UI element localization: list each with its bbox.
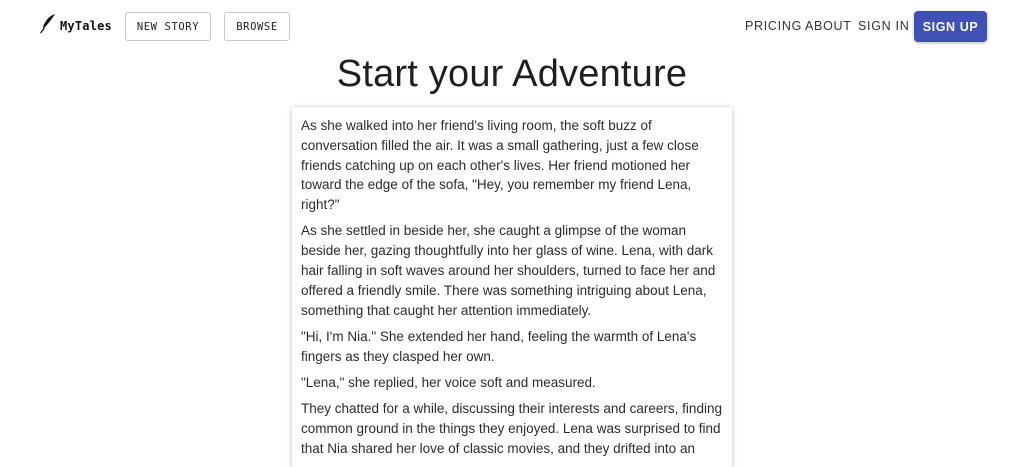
story-paragraph: "Hi, I'm Nia." She extended her hand, feeling the warmth of Lena's fingers as they clasped her own.	[301, 328, 697, 364]
story-paragraph: As she settled in beside her, she caught a glimpse of the woman beside her, gazing thoughtfully into her glass of wine. Lena, with dark hair falling in soft waves around her shoulders, turned to face her and offered a friendly smile. There was something intriguing about Lena, something that caught her attention immediately.	[301, 223, 716, 318]
story-paragraph: "Lena," she replied, her voice soft and measured.	[301, 375, 596, 391]
story-paragraph: As she walked into her friend's living room, the soft buzz of conversation filled the air. It was a small gathering, just a few close friends catching up on each other's lives. Her friend motioned her toward the edge of the sofa, "Hey, you remember my friend Lena, right?"	[301, 118, 699, 213]
brand-logo-link[interactable]	[38, 13, 112, 35]
story-card[interactable]	[292, 107, 732, 467]
page-title: Start your Adventure	[336, 53, 688, 95]
nav-link-sign-in[interactable]: SIGN IN	[858, 19, 910, 33]
sign-up-button[interactable]: SIGN UP	[914, 11, 987, 42]
nav-link-about[interactable]: ABOUT	[805, 19, 852, 33]
browse-button[interactable]: BROWSE	[224, 12, 290, 41]
new-story-button[interactable]: NEW STORY	[125, 12, 211, 41]
top-navbar	[0, 0, 1024, 52]
quill-icon	[38, 13, 56, 35]
nav-link-pricing[interactable]: PRICING	[745, 19, 802, 33]
brand-name: MyTales	[60, 19, 112, 33]
story-paragraph: They chatted for a while, discussing their interests and careers, finding common ground in the things they enjoyed. Lena was surprised to find that Nia shared her love of classic movies, and they drifted into an	[301, 401, 722, 456]
